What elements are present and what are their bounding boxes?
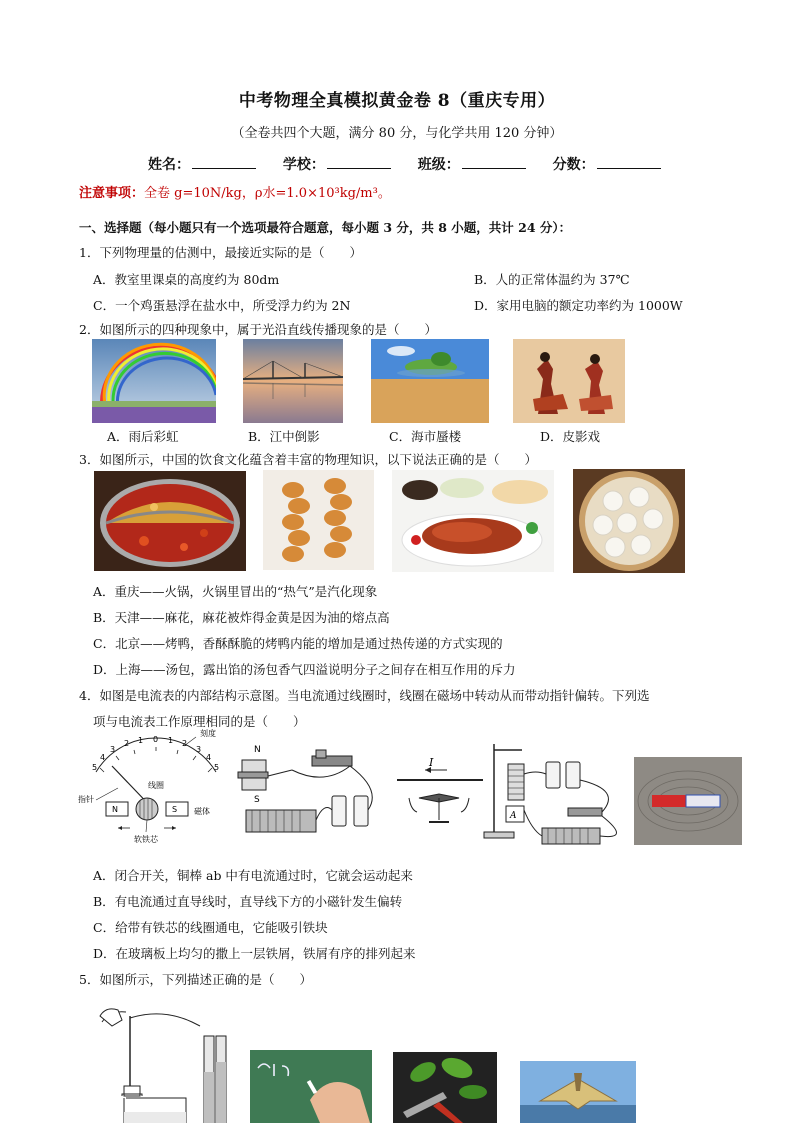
q3-option-a[interactable]: A．重庆——火锅，火锅里冒出的“热气”是汽化现象: [93, 584, 378, 599]
magnet-s-label: S: [172, 805, 178, 814]
hotpot-image: [94, 471, 246, 571]
field-school-label: 学校：: [282, 157, 325, 173]
q2-caption-b[interactable]: B．江中倒影: [248, 429, 320, 444]
electromagnet-a-label: A: [510, 811, 517, 821]
chalkboard-writing-image: [250, 1050, 372, 1123]
tick-label-left-5: 5: [92, 763, 98, 772]
oersted-diagram: [397, 758, 483, 828]
section-1-heading: 一、选择题（每小题只有一个选项最符合题意，每小题 3 分，共 8 小题，共计 24 分）：: [79, 220, 572, 235]
scale-label: 刻度: [200, 729, 216, 738]
field-name-label: 姓名：: [148, 157, 190, 173]
ammeter-diagram: [72, 728, 232, 846]
tick-label-left-4: 4: [100, 753, 106, 762]
q4-option-a[interactable]: A．闭合开关，铜棒 ab 中有电流通过时，它就会运动起来: [93, 868, 413, 883]
q3-stem: 3．如图所示，中国的饮食文化蕴含着丰富的物理知识，以下说法正确的是（ ）: [79, 452, 537, 467]
fighter-jet-image: [520, 1061, 636, 1123]
rod-diagram-n-label: N: [254, 745, 261, 755]
field-score-blank[interactable]: [597, 156, 661, 169]
electromagnet-diagram: [482, 740, 634, 850]
paper-title: 中考物理全真模拟黄金卷 8（重庆专用）: [238, 91, 556, 111]
field-school-blank[interactable]: [327, 156, 391, 169]
tick-label-left-2: 2: [124, 739, 130, 748]
q4-stem-line1: 4．如图是电流表的内部结构示意图。当电流通过线圈时，线圈在磁场中转动从而带动指针偏转。下列选: [79, 688, 650, 703]
field-class-label: 班级：: [417, 157, 460, 173]
tick-label-right-1: 1: [168, 736, 174, 745]
q2-caption-c[interactable]: C．海市蜃楼: [389, 429, 462, 444]
current-i-label: I: [429, 758, 434, 769]
field-name[interactable]: [148, 154, 256, 174]
bridge-reflection-image: [243, 339, 343, 423]
notice-text: 全卷 g=10N/kg，ρ水=1.0×10³kg/m³。: [144, 186, 391, 201]
q1-option-b[interactable]: B．人的正常体温约为 37℃: [474, 272, 630, 287]
q3-option-c[interactable]: C．北京——烤鸭，香酥酥脆的烤鸭内能的增加是通过热传递的方式实现的: [93, 636, 503, 651]
mahua-image: [263, 470, 374, 570]
core-label: 软铁芯: [134, 835, 158, 844]
tick-label-right-2: 2: [182, 739, 188, 748]
rod-diagram-s-label: S: [254, 795, 260, 805]
shadow-puppet-image: [513, 339, 625, 423]
field-name-blank[interactable]: [192, 156, 256, 169]
q1-option-d[interactable]: D．家用电脑的额定功率约为 1000W: [474, 298, 683, 313]
rainbow-image: [92, 339, 216, 423]
q3-option-b[interactable]: B．天津——麻花，麻花被炸得金黄是因为油的熔点高: [93, 610, 390, 625]
energized-rod-diagram: [232, 740, 392, 844]
pointer-label: 指针: [78, 795, 94, 804]
notice: [79, 182, 391, 201]
coil-label: 线圈: [148, 781, 164, 790]
iron-filings-image: [634, 757, 742, 845]
roast-duck-image: [392, 470, 554, 572]
field-score[interactable]: [553, 154, 661, 174]
notice-label: 注意事项：: [79, 186, 145, 201]
q3-option-d[interactable]: D．上海——汤包，露出馅的汤包香气四溢说明分子之间存在相互作用的斥力: [93, 662, 516, 677]
field-score-label: 分数：: [552, 157, 595, 173]
q4-option-b[interactable]: B．有电流通过直导线时，直导线下方的小磁针发生偏转: [93, 894, 403, 909]
mirage-image: [371, 339, 489, 423]
q4-stem-line2: 项与电流表工作原理相同的是（ ）: [93, 714, 306, 729]
tick-label-right-5: 5: [214, 763, 220, 772]
q1-stem: 1．下列物理量的估测中，最接近实际的是（ ）: [79, 245, 362, 260]
q4-option-d[interactable]: D．在玻璃板上均匀的撒上一层铁屑，铁屑有序的排列起来: [93, 946, 416, 961]
field-class[interactable]: [418, 154, 526, 174]
student-info-fields: [148, 154, 683, 174]
tick-label-left-3: 3: [110, 745, 116, 754]
q2-stem: 2．如图所示的四种现象中，属于光沿直线传播现象的是（ ）: [79, 322, 437, 337]
manometer-diagram: [92, 1002, 232, 1123]
q1-option-a[interactable]: A．教室里课桌的高度约为 80dm: [93, 272, 280, 287]
magnet-label: 磁体: [194, 807, 210, 816]
tick-label-0: 0: [153, 735, 159, 744]
paper-subtitle: （全卷共四个大题，满分 80 分，与化学共用 120 分钟）: [231, 126, 563, 141]
tick-label-left-1: 1: [138, 736, 144, 745]
q2-caption-a[interactable]: A．雨后彩虹: [107, 429, 179, 444]
tick-label-right-4: 4: [206, 753, 212, 762]
q2-caption-d[interactable]: D．皮影戏: [540, 429, 601, 444]
field-class-blank[interactable]: [462, 156, 526, 169]
magnet-n-label: N: [112, 805, 118, 814]
q1-option-c[interactable]: C．一个鸡蛋悬浮在盐水中，所受浮力约为 2N: [93, 298, 351, 313]
tick-label-right-3: 3: [196, 745, 202, 754]
pruning-shears-image: [393, 1052, 497, 1123]
q5-stem: 5．如图所示，下列描述正确的是（ ）: [79, 972, 312, 987]
q4-option-c[interactable]: C．给带有铁芯的线圈通电，它能吸引铁块: [93, 920, 328, 935]
field-school[interactable]: [283, 154, 391, 174]
soup-dumpling-image: [573, 469, 685, 573]
